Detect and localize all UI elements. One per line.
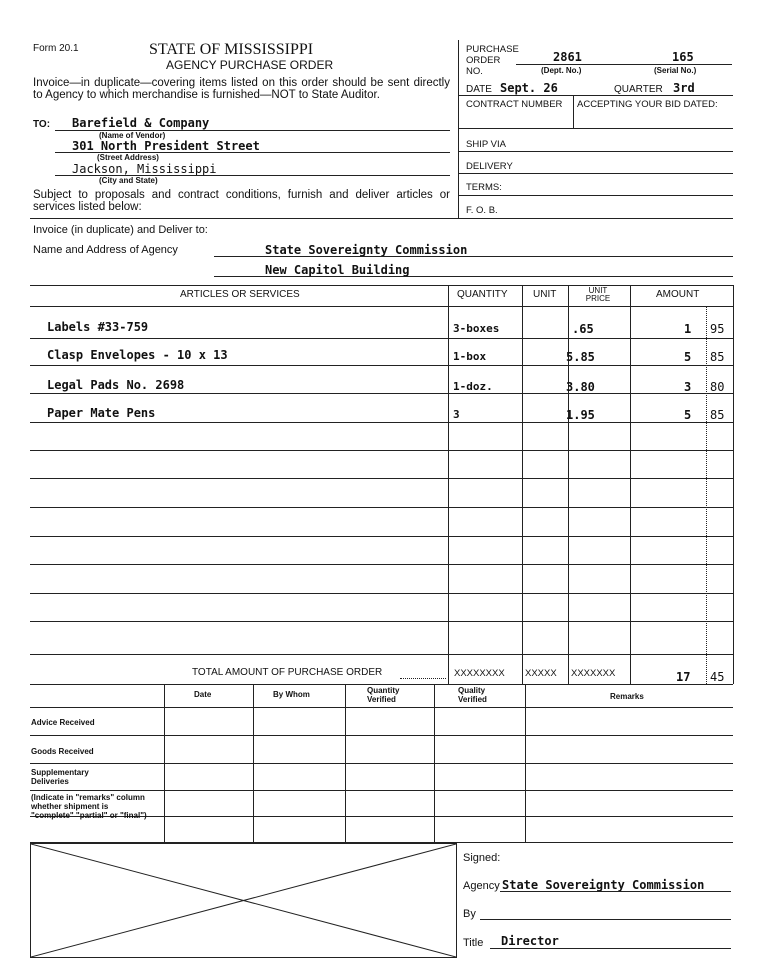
goods-received-label: Goods Received [31, 747, 94, 756]
vendor-name-caption: (Name of Vendor) [99, 131, 166, 140]
ship-via-label: SHIP VIA [466, 139, 506, 150]
total-price-mask: XXXXXXX [571, 668, 616, 679]
invoice-deliver-label: Invoice (in duplicate) and Deliver to: [33, 224, 208, 236]
quantity-verified-header: Quantity Verified [367, 686, 400, 704]
total-dollars: 17 [676, 670, 691, 684]
quantity-cell: 1-box [453, 350, 487, 363]
form-subtitle: AGENCY PURCHASE ORDER [166, 58, 334, 72]
subject-text: Subject to proposals and contract conditions, furnish and deliver articles or services listed below: [33, 189, 450, 213]
amount-dollars-cell: 3 [684, 380, 692, 394]
amount-dollars-cell: 5 [684, 350, 692, 364]
unit-header: UNIT [533, 289, 557, 300]
sign-agency-value: State Sovereignty Commission [502, 878, 705, 892]
remarks-header: Remarks [610, 692, 644, 701]
price-cell: 5.85 [566, 350, 595, 364]
dept-number: 2861 [553, 50, 582, 64]
advice-received-label: Advice Received [31, 718, 95, 727]
amount-cents-cell: 80 [710, 380, 725, 394]
void-box [30, 843, 457, 958]
price-cell: 3.80 [566, 380, 595, 394]
terms-label: TERMS: [466, 182, 502, 193]
cross-lines [31, 844, 456, 957]
article-cell: Labels #33-759 [47, 320, 149, 334]
dept-caption: (Dept. No.) [541, 66, 582, 75]
to-label: TO: [33, 119, 51, 130]
agency-address: New Capitol Building [265, 263, 410, 277]
amount-cents-cell: 85 [710, 408, 725, 422]
vendor-name: Barefield & Company [72, 116, 210, 130]
agency-name-label: Name and Address of Agency [33, 244, 178, 256]
total-unit-mask: XXXXX [525, 668, 557, 679]
accepting-bid-label: ACCEPTING YOUR BID DATED: [577, 99, 718, 110]
unit-price-header: UNIT PRICE [585, 286, 611, 303]
receipt-date-header: Date [194, 690, 212, 699]
article-cell: Paper Mate Pens [47, 406, 156, 420]
quarter-value: 3rd [673, 81, 695, 95]
quantity-cell: 3 [453, 408, 460, 421]
date-label: DATE [466, 84, 492, 95]
price-cell: 1.95 [566, 408, 595, 422]
delivery-label: DELIVERY [466, 161, 513, 172]
form-title: STATE OF MISSISSIPPI [149, 41, 314, 58]
total-cents: 45 [710, 670, 725, 684]
vendor-street-caption: (Street Address) [97, 153, 159, 162]
amount-dollars-cell: 1 [684, 322, 692, 336]
signed-label: Signed: [463, 852, 501, 864]
article-cell: Legal Pads No. 2698 [47, 378, 185, 392]
sign-agency-label: Agency [463, 880, 500, 892]
order-date: Sept. 26 [500, 81, 558, 95]
quantity-cell: 3-boxes [453, 322, 500, 335]
quantity-header: QUANTITY [457, 289, 508, 300]
serial-number: 165 [672, 50, 694, 64]
remarks-note: (Indicate in "remarks" column whether shipment is "complete" "partial" or "final") [31, 793, 147, 820]
article-cell: Clasp Envelopes - 10 x 13 [47, 348, 228, 362]
serial-caption: (Serial No.) [654, 66, 697, 75]
vendor-street: 301 North President Street [72, 139, 260, 153]
form-number: Form 20.1 [33, 43, 79, 54]
articles-header: ARTICLES OR SERVICES [180, 289, 300, 300]
quantity-cell: 1-doz. [453, 380, 493, 393]
by-label: By [463, 908, 476, 920]
po-label: PURCHASE ORDER NO. [466, 44, 519, 77]
total-label: TOTAL AMOUNT OF PURCHASE ORDER [192, 667, 383, 678]
fob-label: F. O. B. [466, 205, 498, 216]
vendor-city-caption: (City and State) [99, 176, 158, 185]
price-cell: .65 [572, 322, 594, 336]
invoice-instructions: Invoice—in duplicate—covering items listed on this order should be sent directly to Agency to which merchandise is furnished—NOT to State Auditor. [33, 77, 450, 101]
vendor-city: Jackson, Mississippi [72, 162, 217, 176]
agency-name: State Sovereignty Commission [265, 243, 468, 257]
amount-dollars-cell: 5 [684, 408, 692, 422]
amount-cents-cell: 85 [710, 350, 725, 364]
receipt-by-whom-header: By Whom [273, 690, 310, 699]
quality-verified-header: Quality Verified [458, 686, 487, 704]
quarter-label: QUARTER [614, 84, 663, 95]
title-value: Director [501, 934, 559, 948]
supplementary-deliveries-label: Supplementary Deliveries [31, 768, 89, 786]
amount-cents-cell: 95 [710, 322, 725, 336]
amount-header: AMOUNT [656, 289, 700, 300]
total-quantity-mask: XXXXXXXX [454, 668, 505, 679]
contract-number-label: CONTRACT NUMBER [466, 99, 563, 110]
title-label: Title [463, 937, 484, 949]
